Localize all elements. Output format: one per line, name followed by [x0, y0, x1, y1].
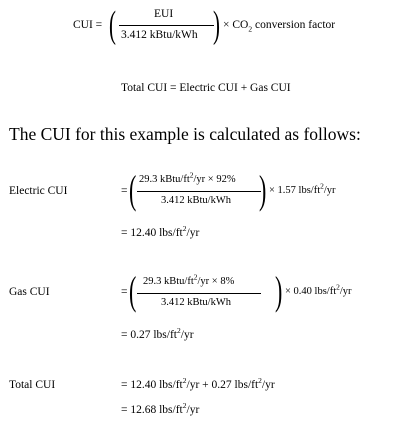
left-paren-icon: ( [129, 268, 137, 313]
electric-cui-label: Electric CUI [9, 185, 68, 197]
gas-numerator: 29.3 kBtu/$ft^2/yr \times 8\%$ [143, 272, 235, 287]
total-cui-label: Total CUI [9, 379, 56, 391]
left-paren-icon: ( [129, 167, 137, 212]
electric-equals: = [121, 185, 128, 197]
fraction-bar [137, 293, 261, 294]
gas-equals: = [121, 286, 128, 298]
eui-numerator: EUI [154, 8, 174, 20]
total-result: = 12.68 lbs/$ft^2/yr$ [121, 401, 200, 416]
cui-lhs: CUI = [73, 19, 103, 31]
right-paren-icon: ) [259, 167, 267, 212]
section-heading: The CUI for this example is calculated as follows: [9, 124, 361, 144]
right-paren-icon: ) [213, 4, 220, 46]
eui-denominator: 3.412 kBtu/kWh [121, 29, 198, 41]
electric-numerator: 29.3 kBtu/$ft^2/yr \times 92\%$ [139, 170, 236, 185]
gas-result: = 0.27 lbs/$ft^2/yr$ [121, 326, 194, 341]
gas-cui-label: Gas CUI [9, 286, 50, 298]
electric-result: = 12.40 lbs/$ft^2/yr$ [121, 224, 200, 239]
left-paren-icon: ( [109, 4, 116, 46]
total-sum-line: = 12.40 lbs/$ft^2/yr + 0.27$ lbs/$ft^2/yr$ [121, 376, 275, 391]
fraction-bar [137, 191, 261, 192]
gas-denominator: 3.412 kBtu/kWh [161, 297, 231, 308]
right-paren-icon: ) [275, 268, 283, 313]
electric-denominator: 3.412 kBtu/kWh [161, 195, 231, 206]
electric-factor: × 1.57 lbs/$ft^2/yr$ [269, 181, 336, 196]
gas-factor: × 0.40 lbs/$ft^2/yr$ [285, 282, 352, 297]
total-cui-formula: Total CUI = Electric CUI + Gas CUI [121, 82, 291, 94]
co2-factor: × $CO_2$ conversion factor [223, 19, 336, 34]
fraction-bar [119, 25, 214, 26]
